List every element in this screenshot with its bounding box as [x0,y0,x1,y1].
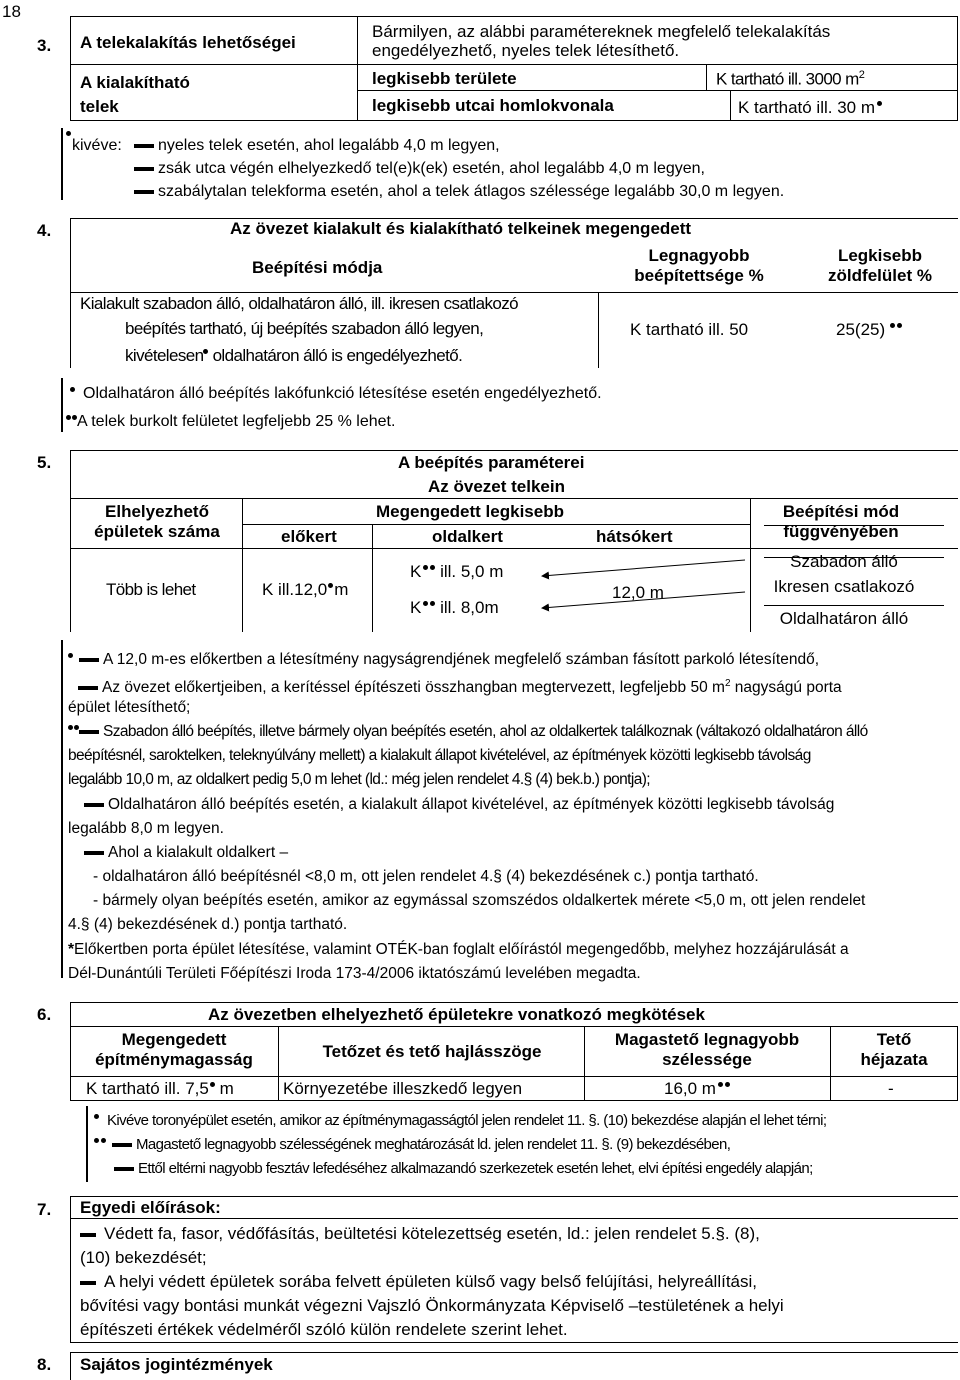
col-epuletek-szama: Elhelyezhető épületek száma [94,502,220,541]
oldalkert-value-1: K ill. 5,0 m [410,562,504,581]
col-legkisebb: Legkisebb zöldfelület % [828,246,932,285]
col-beepitesi-mod: Beépítési módja [252,258,383,277]
col-tetozet: Tetőzet és tető hajlásszöge [322,1042,542,1061]
col-heajazat: Tető héjazata [860,1030,928,1069]
mode-line-2: beépítés tartható, új beépítés szabadon álló legyen, [125,319,484,338]
section-4-title: Az övezet kialakult és kialakítható telkeinek megengedett [230,219,692,238]
except-1: nyeles telek esetén, ahol legalább 4,0 m legyen, [134,137,500,155]
section-3-number: 3. [37,36,52,55]
except-prefix: kivéve: [72,137,122,154]
fn-5-3a: Szabadon álló beépítés, illetve bármely olyan beépítés esetén, ahol az oldalkertek találkoznak (váltakozó oldalhatáron álló [68,720,948,744]
section-3-title: A telekalakítás lehetőségei [80,33,296,52]
s7-p2c: építészeti értékek védelméről szóló külön rendelete szerint lehet. [80,1320,568,1339]
notes-6-bar [86,1106,88,1182]
bullet-dot [66,131,71,136]
section-6-number: 6. [37,1005,52,1024]
except-2: zsák utca végén elhelyezkedő tel(e)k(ek) esetén, ahol legalább 4,0 m legyen, [134,160,705,178]
mode-line-1: Kialakult szabadon álló, oldalhatáron álló, ill. ikresen csatlakozó [80,294,518,313]
fn-5-2: Az övezet előkertjeiben, a kerítéssel építészeti összhangban megtervezett, legfeljebb 50 $m^2$ nagyságú porta [68,672,948,700]
note-6-1: Kivéve toronyépület esetén, amikor az építménymagasságtól jelen rendelet 11. §. (10) bekezdése alapján el lehet térni; [94,1112,954,1129]
oldalkert-value-2: K ill. 8,0m [410,598,499,617]
arrow-line [542,592,745,608]
fn-5-2b: épület létesíthető; [68,699,191,716]
fn-5-7b: 4.§ (4) bekezdésének d.) pontja tartható. [68,916,348,933]
note-4-2: A telek burkolt felületet legfeljebb 25 % lehet. [66,413,395,431]
section-6-title: Az övezetben elhelyezhető épületekre vonatkozó megkötések [208,1005,705,1024]
col-legnagyobb: Legnagyobb beépítettsége % [634,246,764,285]
height-value: K tartható ill. 7,5 m [86,1079,234,1098]
col-epitmenymagassag: Megengedett építménymagasság [95,1030,253,1069]
s7-p1b: (10) bekezdését; [80,1248,207,1267]
telek-label-1: A kialakítható [80,73,190,92]
roof-cover-value: - [888,1079,894,1098]
s7-p1: Védett fa, fasor, védőfásítás, beültetési kötelezettség esetén, ld.: jelen rendelet 5.§. (8), [80,1222,950,1246]
section-8-title: Sajátos jogintézmények [80,1355,273,1374]
s7-p2a: A helyi védett épületek sorába felvett épületen külső vagy belső felújítási, helyreállítási, [80,1270,950,1294]
mode-oldalhataron: Oldalhatáron álló [779,609,909,628]
param-min-area: legkisebb területe [372,69,517,88]
hatsokert-value: 12,0 m [612,583,664,602]
section-4-number: 4. [37,221,52,240]
note-6-2: Magastető legnagyobb szélességének meghatározását ld. jelen rendelet 11. §. (9) bekezdésében, [94,1136,730,1153]
building-count: Több is lehet [106,580,196,599]
col-hatsokert: hátsókert [596,527,673,546]
roof-width-value: 16,0 m [664,1079,730,1099]
fn-5-6: - oldalhatáron álló beépítésnél <8,0 m, ott jelen rendelet 4.§ (4) bekezdésének c.) pontja tartható. [93,868,759,885]
col-oldalkert: oldalkert [432,527,503,546]
roof-value: Környezetébe illeszkedő legyen [283,1079,523,1098]
section-8-number: 8. [37,1355,52,1374]
param-min-frontage-value: K tartható ill. 30 m [738,98,882,118]
section-5-subtitle: Az övezet telkein [428,477,565,496]
param-min-frontage: legkisebb utcai homlokvonala [372,96,614,115]
min-green-value: 25(25) [836,320,902,340]
col-megengedett-legkisebb: Megengedett legkisebb [376,502,564,521]
section-3-text-line2: engedélyezhető, nyeles telek létesíthető. [372,41,680,60]
notes-4-bar [61,378,63,432]
fn-5-4b: legalább 8,0 m legyen. [68,820,224,837]
fn-5-8a: *Előkertben porta épület létesítése, valamint OTÉK-ban foglalt előírástól megengedőbb, melyhez hozzájárulását a [68,941,849,958]
fn-5-8b: Dél-Dunántúli Területi Főépítészi Iroda 173-4/2006 iktatószámú levelében megadta. [68,965,641,982]
fn-5-4a: Oldalhatáron álló beépítés esetén, a kialakult állapot kivételével, az építmények közötti legkisebb távolság [68,793,948,817]
page-number: 18 [2,2,21,21]
except-3: szabálytalan telekforma esetén, ahol a telek átlagos szélessége legalább 30,0 m legyen. [134,183,784,201]
mode-arrows [540,552,760,622]
telek-label-2: telek [80,97,119,116]
mode-line-3: kivételesen oldalhatáron álló is engedélyezhető. [125,346,463,365]
note-4-1: Oldalhatáron álló beépítés lakófunkció létesítése esetén engedélyezhető. [70,385,602,403]
elokert-value: K ill.12,0 m [262,580,349,599]
arrow-line [542,560,745,576]
fn-5-3c: legalább 10,0 m, az oldalkert pedig 5,0 m lehet (ld.: még jelen rendelet 4.§ (4) bek.b.) pontja); [68,771,650,788]
max-coverage-value: K tartható ill. 50 [630,320,749,339]
note-6-3: Ettől eltérni nagyobb fesztáv lefedéséhez alkalmazandó szerkezetek esetén lehet, elvi építési engedély alapján; [114,1160,813,1177]
mode-ikresen: Ikresen csatlakozó [773,577,915,596]
section-5-title: A beépítés paraméterei [398,453,585,472]
s7-p2b: bővítési vagy bontási munkát végezni Vajszló Önkormányzata Képviselő –testületének a helyi [80,1296,784,1315]
fn-5-5: Ahol a kialakult oldalkert – [68,841,288,865]
section-7-number: 7. [37,1200,52,1219]
notes-5-bar [61,640,63,978]
fn-5-1: A 12,0 m-es előkertben a létesítmény nagyságrendjének megfelelő számban fásított parkoló létesítendő, [68,648,948,672]
section-3-text-line1: Bármilyen, az alábbi paramétereknek megfelelő telekalakítás [372,22,831,41]
mode-szabadon: Szabadon álló [790,552,898,571]
section-5-number: 5. [37,453,52,472]
exceptions-bar [61,128,63,200]
fn-5-3b: beépítésnél, saroktelken, teleknyúlvány mellett) a kialakult állapot kivételével, az építmények közötti legkisebb távolság [68,747,811,764]
col-beepitesi-mod-fuggv: Beépítési mód függvényében [782,502,900,541]
col-magasteto: Magastető legnagyobb szélessége [614,1030,800,1069]
param-min-area-value: K tartható ill. 3000 $m^2$ [716,69,865,89]
fn-5-7a: - bármely olyan beépítés esetén, amikor az egymással szomszédos oldalkertek mérete <5,0 m, ott jelen rendelet [93,892,866,909]
col-elokert: előkert [281,527,337,546]
section-7-title: Egyedi előírások: [80,1198,221,1217]
